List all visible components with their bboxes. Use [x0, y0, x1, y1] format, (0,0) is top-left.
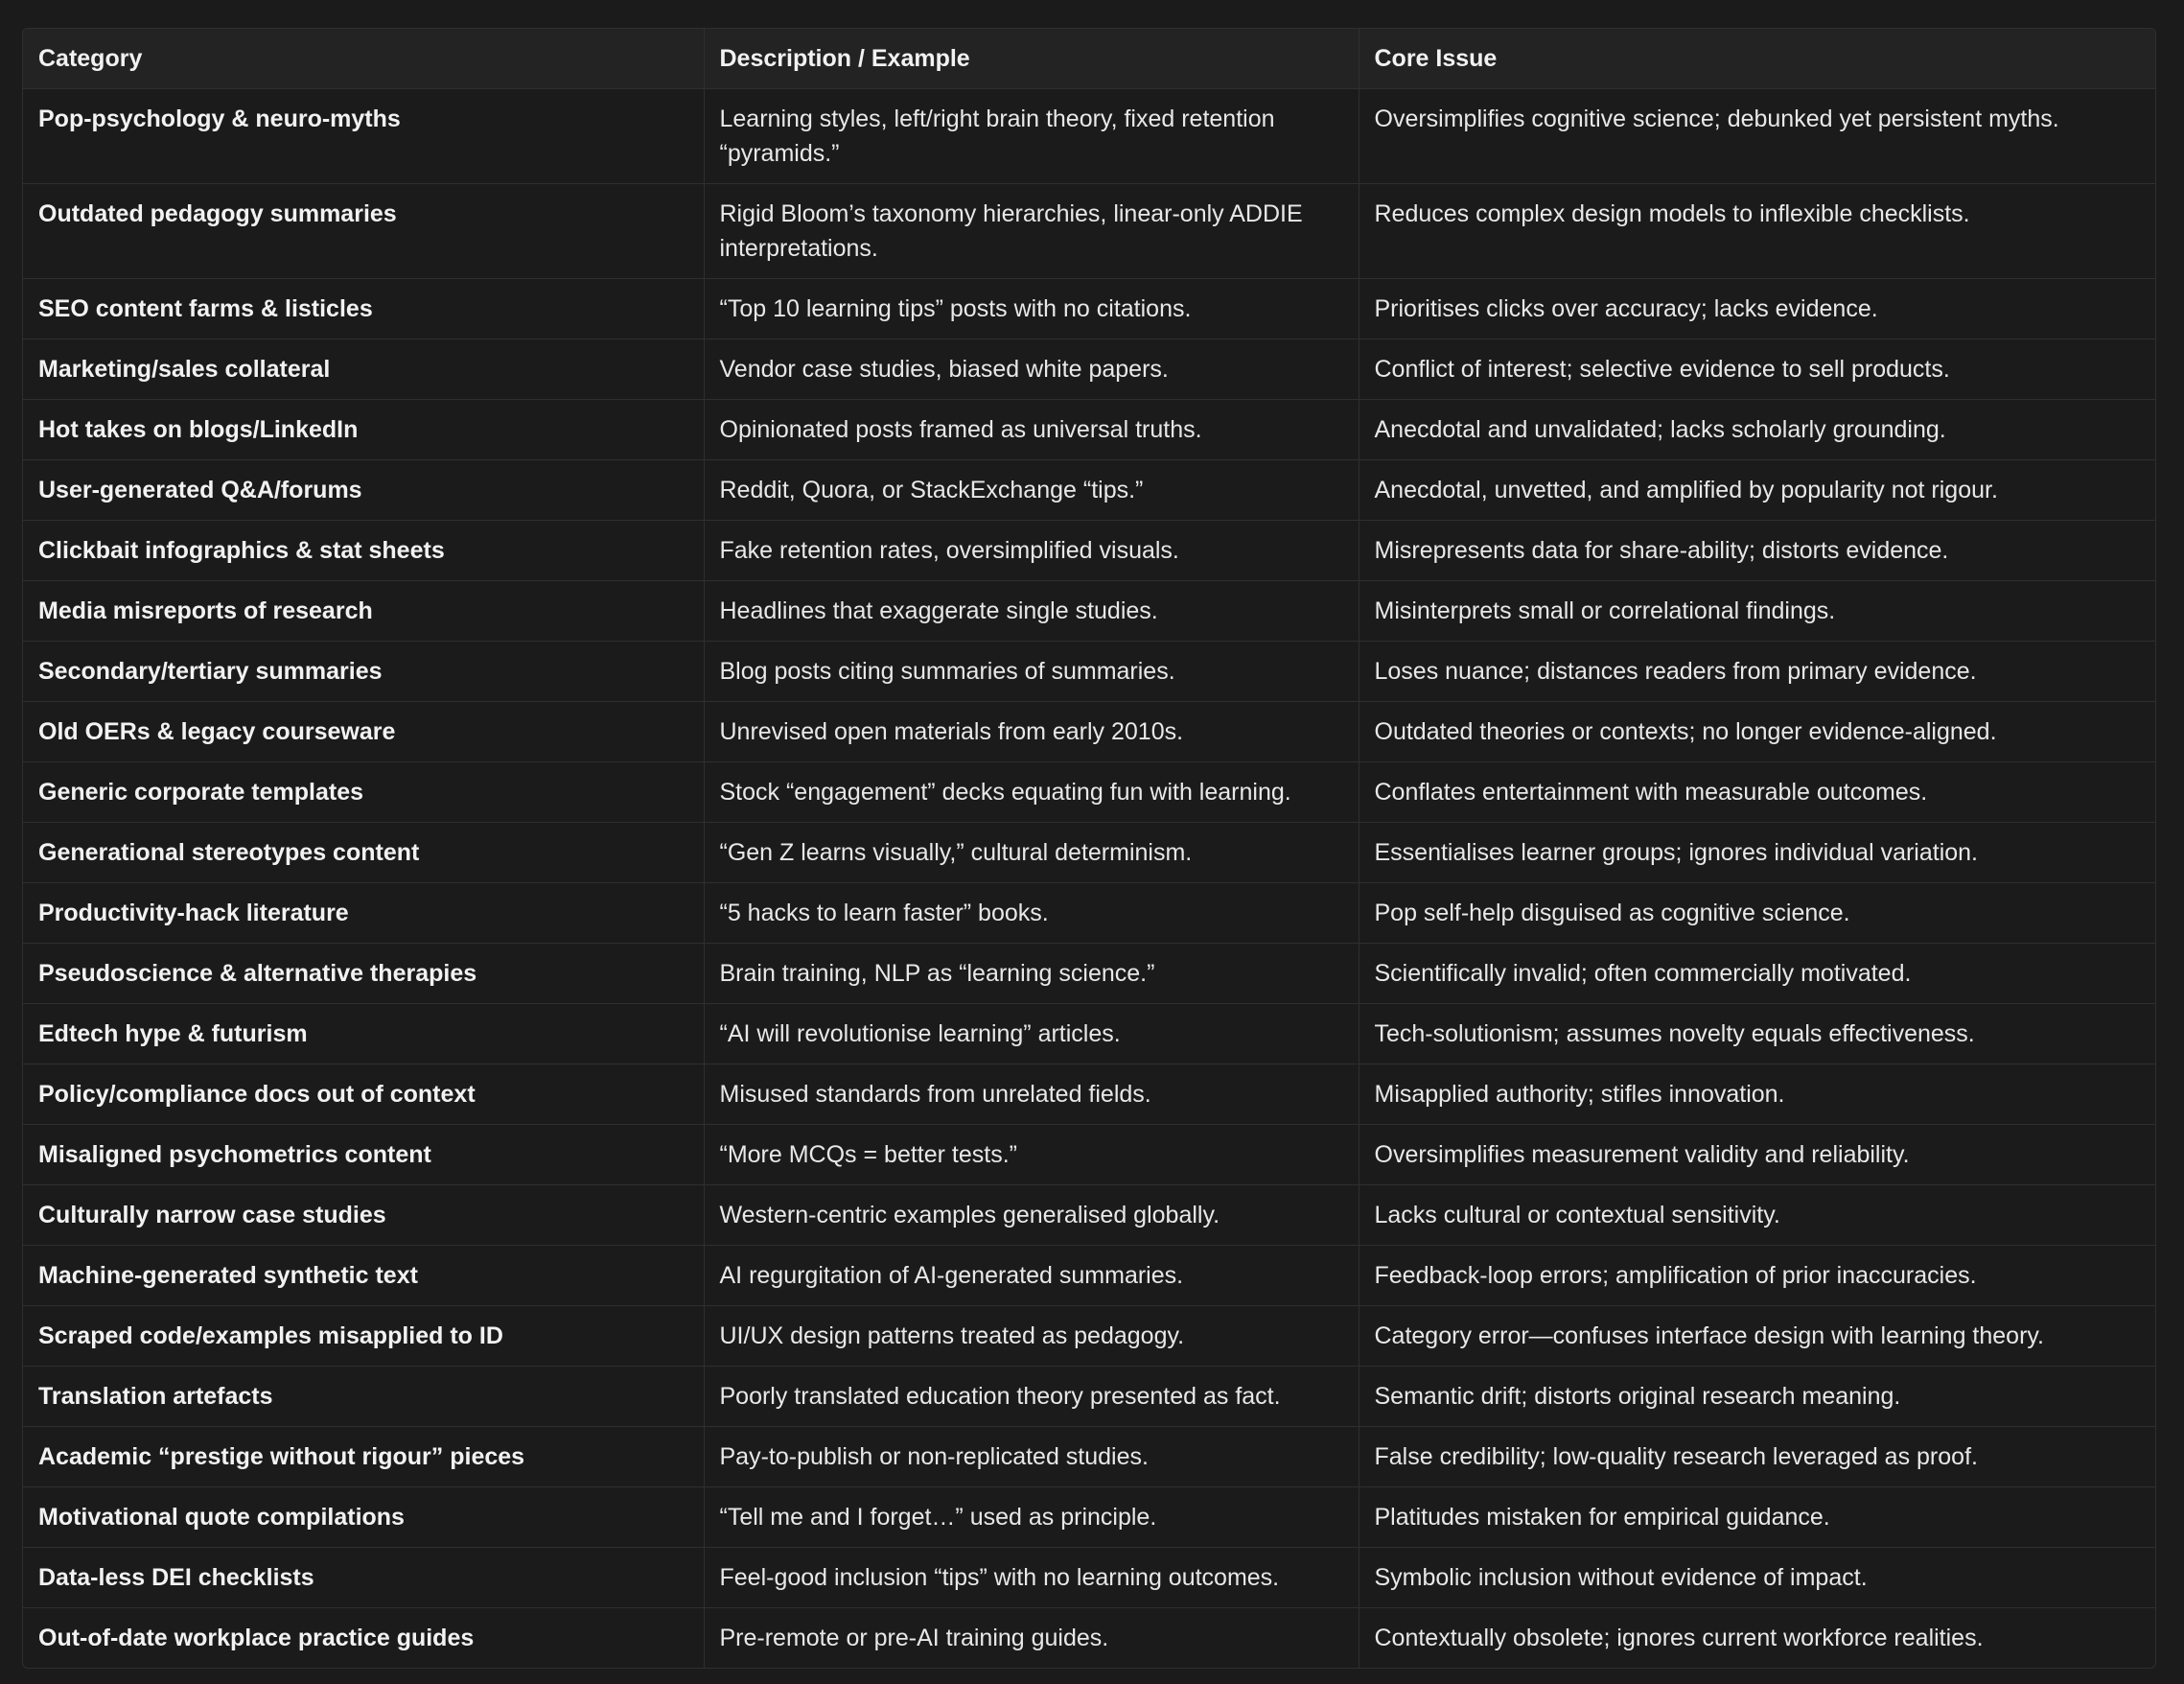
- core-issue-cell: Loses nuance; distances readers from primary evidence.: [1359, 642, 2155, 702]
- category-cell: Culturally narrow case studies: [23, 1185, 704, 1246]
- category-cell: Data-less DEI checklists: [23, 1548, 704, 1608]
- core-issue-cell: Lacks cultural or contextual sensitivity.: [1359, 1185, 2155, 1246]
- description-cell: Vendor case studies, biased white papers.: [704, 339, 1359, 400]
- table-row: [23, 279, 2155, 339]
- description-cell: Stock “engagement” decks equating fun with learning.: [704, 762, 1359, 823]
- description-cell: “5 hacks to learn faster” books.: [704, 883, 1359, 944]
- column-header-description: Description / Example: [704, 29, 1359, 89]
- core-issue-cell: Outdated theories or contexts; no longer evidence-aligned.: [1359, 702, 2155, 762]
- description-cell: Rigid Bloom’s taxonomy hierarchies, linear-only ADDIE interpretations.: [704, 184, 1359, 279]
- description-cell: UI/UX design patterns treated as pedagogy.: [704, 1306, 1359, 1367]
- table-body: [23, 89, 2155, 1669]
- description-cell: Opinionated posts framed as universal truths.: [704, 400, 1359, 460]
- column-header-core-issue: Core Issue: [1359, 29, 2155, 89]
- description-cell: Reddit, Quora, or StackExchange “tips.”: [704, 460, 1359, 521]
- category-cell: Generic corporate templates: [23, 762, 704, 823]
- table-row: [23, 1427, 2155, 1487]
- table-row: [23, 1367, 2155, 1427]
- core-issue-cell: Pop self-help disguised as cognitive science.: [1359, 883, 2155, 944]
- description-cell: Poorly translated education theory presented as fact.: [704, 1367, 1359, 1427]
- core-issue-cell: Platitudes mistaken for empirical guidance.: [1359, 1487, 2155, 1548]
- category-cell: Outdated pedagogy summaries: [23, 184, 704, 279]
- table-header: [23, 29, 2155, 89]
- description-cell: Feel-good inclusion “tips” with no learning outcomes.: [704, 1548, 1359, 1608]
- core-issue-cell: Conflates entertainment with measurable outcomes.: [1359, 762, 2155, 823]
- data-table: [23, 29, 2155, 1668]
- category-cell: Machine-generated synthetic text: [23, 1246, 704, 1306]
- category-cell: Scraped code/examples misapplied to ID: [23, 1306, 704, 1367]
- description-cell: Brain training, NLP as “learning science.”: [704, 944, 1359, 1004]
- description-cell: Learning styles, left/right brain theory, fixed retention “pyramids.”: [704, 89, 1359, 184]
- table-row: [23, 762, 2155, 823]
- category-cell: Translation artefacts: [23, 1367, 704, 1427]
- description-cell: “AI will revolutionise learning” articles.: [704, 1004, 1359, 1064]
- description-cell: “Top 10 learning tips” posts with no citations.: [704, 279, 1359, 339]
- table-row: [23, 702, 2155, 762]
- category-cell: Generational stereotypes content: [23, 823, 704, 883]
- core-issue-cell: Anecdotal, unvetted, and amplified by popularity not rigour.: [1359, 460, 2155, 521]
- category-cell: Old OERs & legacy courseware: [23, 702, 704, 762]
- table-row: [23, 823, 2155, 883]
- core-issue-cell: Feedback-loop errors; amplification of prior inaccuracies.: [1359, 1246, 2155, 1306]
- description-cell: AI regurgitation of AI-generated summaries.: [704, 1246, 1359, 1306]
- core-issue-cell: Scientifically invalid; often commercially motivated.: [1359, 944, 2155, 1004]
- description-cell: Blog posts citing summaries of summaries.: [704, 642, 1359, 702]
- category-cell: Out-of-date workplace practice guides: [23, 1608, 704, 1669]
- category-cell: Marketing/sales collateral: [23, 339, 704, 400]
- category-cell: SEO content farms & listicles: [23, 279, 704, 339]
- category-cell: Policy/compliance docs out of context: [23, 1064, 704, 1125]
- category-cell: Motivational quote compilations: [23, 1487, 704, 1548]
- table-row: [23, 1004, 2155, 1064]
- description-cell: Pre-remote or pre-AI training guides.: [704, 1608, 1359, 1669]
- table-row: [23, 581, 2155, 642]
- category-cell: Misaligned psychometrics content: [23, 1125, 704, 1185]
- core-issue-cell: Misinterprets small or correlational findings.: [1359, 581, 2155, 642]
- description-cell: “Tell me and I forget…” used as principle.: [704, 1487, 1359, 1548]
- core-issue-cell: Anecdotal and unvalidated; lacks scholarly grounding.: [1359, 400, 2155, 460]
- description-cell: Misused standards from unrelated fields.: [704, 1064, 1359, 1125]
- category-cell: Secondary/tertiary summaries: [23, 642, 704, 702]
- core-issue-cell: Prioritises clicks over accuracy; lacks evidence.: [1359, 279, 2155, 339]
- table-row: [23, 1064, 2155, 1125]
- table-row: [23, 883, 2155, 944]
- core-issue-cell: Essentialises learner groups; ignores individual variation.: [1359, 823, 2155, 883]
- category-cell: Media misreports of research: [23, 581, 704, 642]
- category-cell: Pop-psychology & neuro-myths: [23, 89, 704, 184]
- core-issue-cell: Tech-solutionism; assumes novelty equals effectiveness.: [1359, 1004, 2155, 1064]
- description-cell: “Gen Z learns visually,” cultural determinism.: [704, 823, 1359, 883]
- data-table-container: [22, 28, 2156, 1669]
- core-issue-cell: False credibility; low-quality research leveraged as proof.: [1359, 1427, 2155, 1487]
- description-cell: “More MCQs = better tests.”: [704, 1125, 1359, 1185]
- table-row: [23, 400, 2155, 460]
- core-issue-cell: Conflict of interest; selective evidence to sell products.: [1359, 339, 2155, 400]
- description-cell: Western-centric examples generalised globally.: [704, 1185, 1359, 1246]
- core-issue-cell: Reduces complex design models to inflexible checklists.: [1359, 184, 2155, 279]
- category-cell: Academic “prestige without rigour” pieces: [23, 1427, 704, 1487]
- core-issue-cell: Oversimplifies cognitive science; debunked yet persistent myths.: [1359, 89, 2155, 184]
- table-row: [23, 339, 2155, 400]
- description-cell: Pay-to-publish or non-replicated studies.: [704, 1427, 1359, 1487]
- table-row: [23, 1246, 2155, 1306]
- table-row: [23, 1125, 2155, 1185]
- table-row: [23, 1608, 2155, 1669]
- core-issue-cell: Contextually obsolete; ignores current workforce realities.: [1374, 1625, 1984, 1651]
- category-cell: Productivity-hack literature: [23, 883, 704, 944]
- category-cell: User-generated Q&A/forums: [23, 460, 704, 521]
- core-issue-cell: Category error—confuses interface design with learning theory.: [1359, 1306, 2155, 1367]
- table-row: [23, 460, 2155, 521]
- core-issue-cell: Symbolic inclusion without evidence of impact.: [1359, 1548, 2155, 1608]
- core-issue-cell: Oversimplifies measurement validity and reliability.: [1359, 1125, 2155, 1185]
- category-cell: Pseudoscience & alternative therapies: [23, 944, 704, 1004]
- table-row: [23, 1487, 2155, 1548]
- table-row: [23, 1306, 2155, 1367]
- core-issue-cell: Misrepresents data for share-ability; distorts evidence.: [1359, 521, 2155, 581]
- table-row: [23, 642, 2155, 702]
- table-row: [23, 521, 2155, 581]
- column-header-category: Category: [23, 29, 704, 89]
- category-cell: Hot takes on blogs/LinkedIn: [23, 400, 704, 460]
- category-cell: Clickbait infographics & stat sheets: [23, 521, 704, 581]
- description-cell: Fake retention rates, oversimplified visuals.: [704, 521, 1359, 581]
- description-cell: Headlines that exaggerate single studies.: [704, 581, 1359, 642]
- table-row: [23, 184, 2155, 279]
- table-row: [23, 1548, 2155, 1608]
- core-issue-cell: Semantic drift; distorts original research meaning.: [1359, 1367, 2155, 1427]
- description-cell: Unrevised open materials from early 2010s.: [704, 702, 1359, 762]
- table-row: [23, 89, 2155, 184]
- table-row: [23, 1185, 2155, 1246]
- header-row: [23, 29, 2155, 89]
- table-row: [23, 944, 2155, 1004]
- category-cell: Edtech hype & futurism: [23, 1004, 704, 1064]
- core-issue-cell: Misapplied authority; stifles innovation.: [1359, 1064, 2155, 1125]
